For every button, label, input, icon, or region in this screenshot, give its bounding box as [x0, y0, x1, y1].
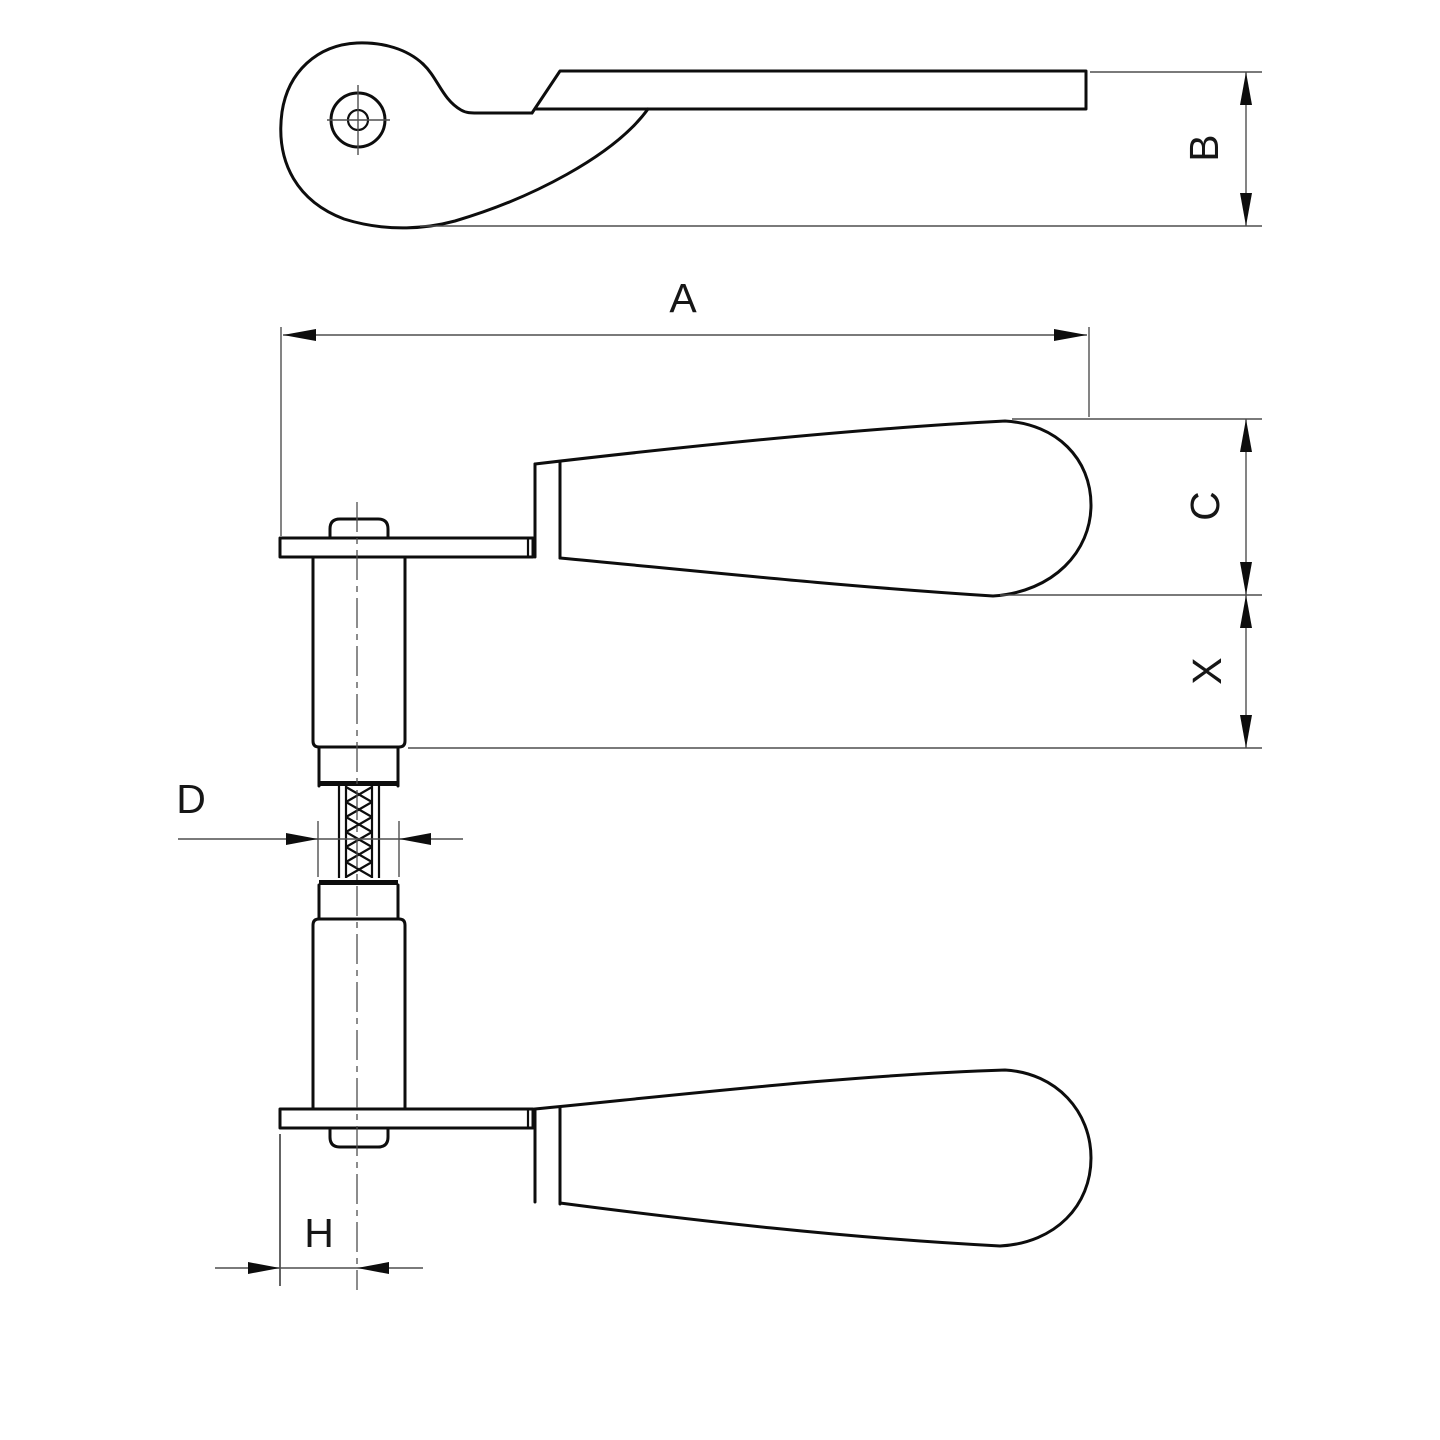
dim-x-arrow-up — [1240, 595, 1252, 628]
lower-plate — [280, 1109, 533, 1128]
front-view-lower-handle — [280, 880, 1091, 1246]
lower-bump — [330, 1128, 388, 1147]
thread-profile — [346, 787, 372, 877]
upper-cylinder — [313, 557, 405, 747]
front-view-upper-handle — [280, 421, 1091, 786]
threaded-spindle — [339, 786, 379, 878]
upper-neck — [535, 462, 560, 558]
upper-plate — [280, 538, 533, 557]
upper-collar-bottom-edge — [319, 781, 398, 786]
top-view — [281, 43, 1086, 228]
lower-collar-sides — [319, 885, 398, 919]
dimension-c — [1000, 419, 1262, 595]
lower-cylinder — [313, 919, 405, 1109]
dimension-h — [215, 1134, 423, 1286]
dim-h-arrow-right — [357, 1262, 389, 1274]
top-view-neck-curve — [423, 64, 532, 113]
dimension-x-label: X — [1184, 657, 1230, 685]
dim-b-arrow-up — [1240, 72, 1252, 105]
dimension-a-label: A — [669, 275, 697, 321]
dimension-b — [420, 72, 1262, 226]
dimension-b-label: B — [1181, 134, 1227, 162]
upper-grip — [535, 421, 1091, 596]
lower-collar-top-edge — [319, 880, 398, 885]
lower-neck — [535, 1108, 560, 1204]
dim-x-arrow-down — [1240, 715, 1252, 748]
dim-h-arrow-left — [248, 1262, 280, 1274]
dimension-a — [281, 275, 1089, 536]
upper-bump — [330, 519, 388, 538]
dim-d-arrow-right — [399, 833, 431, 845]
dimension-c-label: C — [1182, 491, 1228, 521]
dim-a-arrow-left — [283, 329, 316, 341]
spindle-hole-crosshair — [327, 85, 390, 155]
top-view-lever-bar — [532, 71, 1086, 113]
dimension-d — [176, 776, 463, 877]
dim-c-arrow-down — [1240, 562, 1252, 595]
dimension-d-label: D — [176, 776, 206, 822]
upper-collar-sides — [319, 747, 398, 786]
dim-b-arrow-down — [1240, 193, 1252, 226]
dim-c-arrow-up — [1240, 419, 1252, 452]
dimension-h-label: H — [304, 1210, 334, 1256]
dim-a-arrow-right — [1054, 329, 1087, 341]
dim-d-arrow-left — [286, 833, 318, 845]
dimension-x — [408, 595, 1262, 748]
lower-grip — [535, 1070, 1091, 1246]
